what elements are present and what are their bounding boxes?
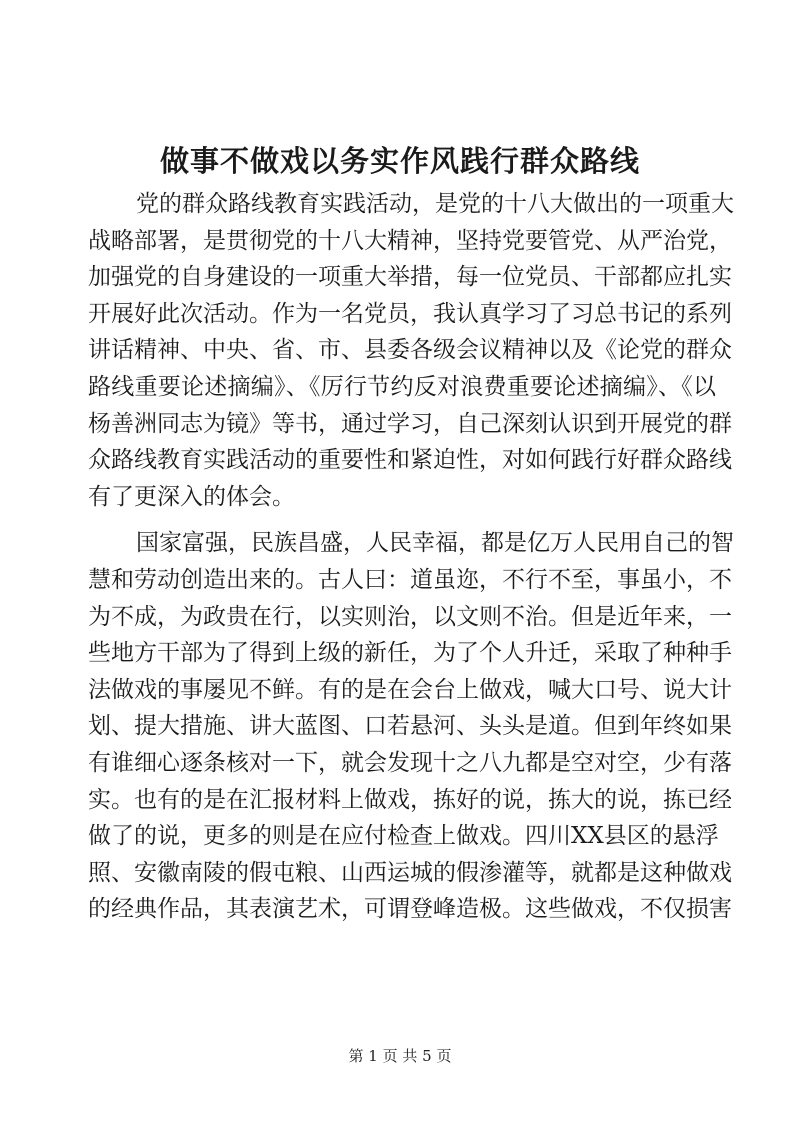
text-line: 划、提大措施、讲大蓝图、口若悬河、头头是道。但到年终如果 [88, 713, 732, 740]
paragraph-1 [88, 186, 734, 515]
text-line: 为不成，为政贵在行，以实则治，以文则不治。但是近年来，一 [88, 603, 732, 630]
text-line: 些地方干部为了得到上级的新任，为了个人升迁，采取了种种手 [88, 640, 732, 667]
text-line: 慧和劳动创造出来的。古人曰：道虽迩，不行不至，事虽小，不 [88, 566, 732, 593]
text-line: 有谁细心逐条核对一下，就会发现十之八九都是空对空，少有落 [88, 749, 732, 776]
text-line: 讲话精神、中央、省、市、县委各级会议精神以及《论党的群众 [88, 337, 732, 364]
text-line: 实。也有的是在汇报材料上做戏，拣好的说，拣大的说，拣已经 [88, 786, 732, 813]
document-title: 做事不做戏以务实作风践行群众路线 [159, 144, 640, 178]
text-line: 国家富强，民族昌盛，人民幸福，都是亿万人民用自己的智 [136, 530, 734, 557]
text-line: 的经典作品，其表演艺术，可谓登峰造极。这些做戏，不仅损害 [88, 896, 732, 923]
text-line: 路线重要论述摘编》、《厉行节约反对浪费重要论述摘编》、《以 [88, 373, 716, 400]
paragraph-gap [88, 515, 716, 525]
text-line: 战略部署，是贯彻党的十八大精神，坚持党要管党、从严治党， [88, 227, 732, 254]
text-line: 开展好此次活动。作为一名党员，我认真学习了习总书记的系列 [88, 300, 732, 327]
text-line: 照、安徽南陵的假屯粮、山西运城的假渗灌等，就都是这种做戏 [88, 859, 732, 886]
text-line: 众路线教育实践活动的重要性和紧迫性，对如何践行好群众路线 [88, 447, 732, 474]
text-line: 党的群众路线教育实践活动，是党的十八大做出的一项重大 [136, 191, 734, 217]
paragraph-2 [88, 525, 734, 928]
page-footer: 第 1 页 共 5 页 [348, 1047, 452, 1065]
document-body [88, 186, 734, 928]
text-line: 做了的说，更多的则是在应付检查上做戏。四川XX县区的悬浮 [88, 823, 719, 850]
text-line: 杨善洲同志为镜》等书，通过学习，自己深刻认识到开展党的群 [88, 410, 732, 437]
text-line: 加强党的自身建设的一项重大举措，每一位党员、干部都应扎实 [88, 264, 732, 291]
text-line: 法做戏的事屡见不鲜。有的是在会台上做戏，喊大口号、说大计 [88, 676, 732, 703]
text-line: 有了更深入的体会。 [88, 483, 295, 510]
